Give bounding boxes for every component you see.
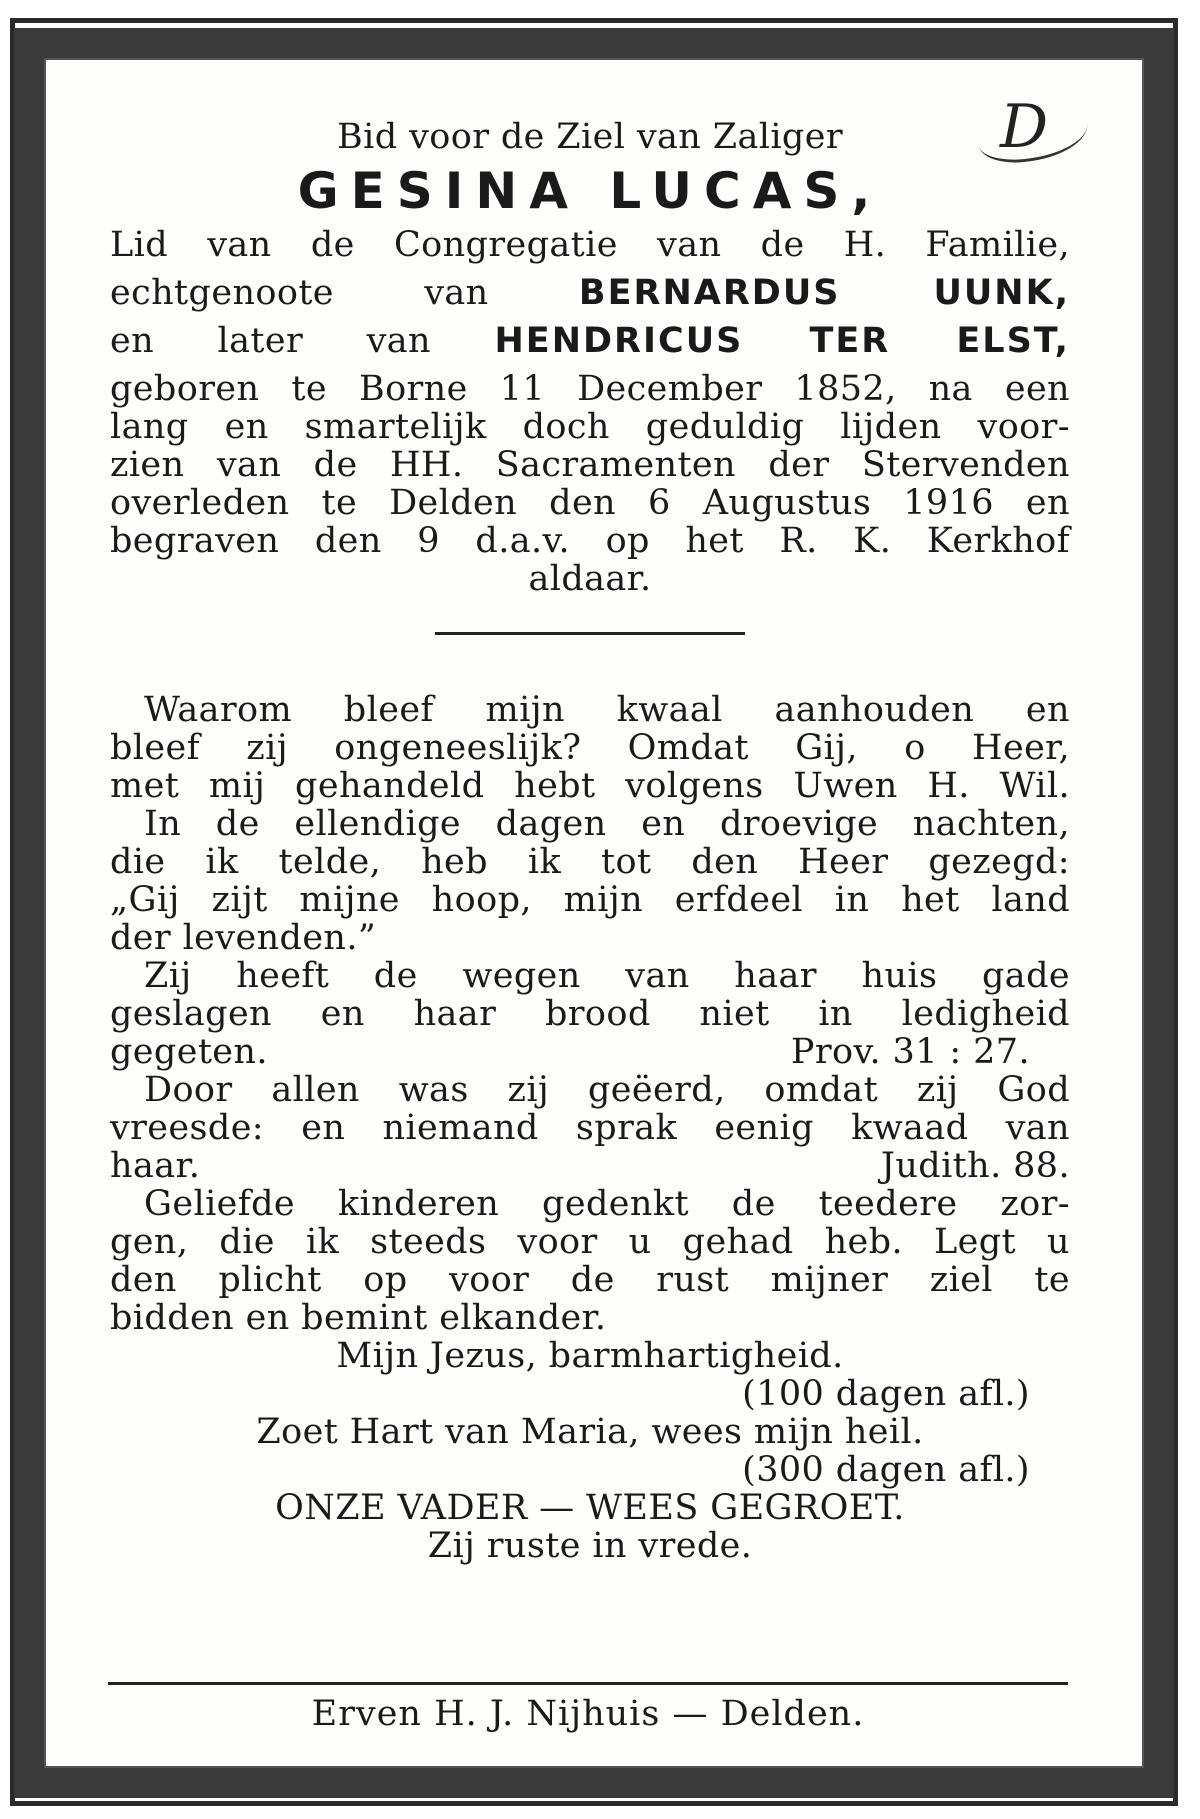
deceased-name: GESINA LUCAS, (297, 162, 883, 220)
verse-text: haar. (110, 1146, 201, 1186)
verse-line: der levenden.” (110, 918, 377, 958)
verse-text: gegeten. (110, 1032, 268, 1072)
ejaculation-prayer: Zoet Hart van Maria, wees mijn heil. (256, 1412, 924, 1452)
divider-rule (435, 632, 745, 635)
verse-line-with-reference (110, 1033, 1070, 1071)
congregation-line: Lid van de Congregatie van de H. Familie, (110, 225, 1070, 265)
spouse1-line (110, 274, 1070, 312)
verse-line: bleef zij ongeneeslijk? Omdat Gij, o Heer, (110, 728, 1070, 768)
spouse1-prefix: echtgenoote van (110, 273, 489, 313)
verse-line: In de ellendige dagen en droevige nachten, (144, 804, 1070, 844)
verse-line: vreesde: en niemand sprak eenig kwaad van (110, 1108, 1070, 1148)
corner-mark: D (1000, 92, 1049, 162)
ejaculation-prayer: Mijn Jezus, barmhartigheid. (336, 1336, 844, 1376)
verse-line: geslagen en haar brood niet in ledigheid (110, 994, 1070, 1034)
scripture-reference: Judith. 88. (880, 1146, 1070, 1186)
verse-line: met mij gehandeld hebt volgens Uwen H. Wil. (110, 766, 1070, 806)
biography-line: geboren te Borne 11 December 1852, na een (110, 369, 1070, 409)
verse-line: den plicht op voor de rust mijner ziel te (110, 1260, 1070, 1300)
verse-line: Door allen was zij geëerd, omdat zij God (144, 1070, 1070, 1110)
spouse2-name: HENDRICUS TER ELST, (494, 321, 1070, 361)
footer-rule (108, 1682, 1068, 1685)
prayer-request-line: Bid voor de Ziel van Zaliger (337, 117, 843, 157)
spouse2-prefix: en later van (110, 321, 431, 361)
biography-line: zien van de HH. Sacramenten der Stervenden (110, 445, 1070, 485)
biography-line: begraven den 9 d.a.v. op het R. K. Kerkhof (110, 521, 1070, 561)
verse-line: gen, die ik steeds voor u gehad heb. Legt u (110, 1222, 1070, 1262)
spouse2-line (110, 322, 1070, 360)
verse-line: Waarom bleef mijn kwaal aanhouden en (144, 690, 1070, 730)
verse-line: Zij heeft de wegen van haar huis gade (144, 956, 1070, 996)
closing-prayers: ONZE VADER — WEES GEGROET. (275, 1488, 905, 1528)
printer-credit: Erven H. J. Nijhuis — Delden. (311, 1694, 865, 1734)
indulgence-note: (300 dagen afl.) (742, 1450, 1030, 1490)
indulgence-note: (100 dagen afl.) (742, 1374, 1030, 1414)
scripture-reference: Prov. 31 : 27. (790, 1032, 1030, 1072)
verse-line: die ik telde, heb ik tot den Heer gezegd: (110, 842, 1070, 882)
biography-line: lang en smartelijk doch geduldig lijden voor- (110, 407, 1070, 447)
biography-last-line: aldaar. (528, 559, 652, 599)
verse-line: „Gij zijt mijne hoop, mijn erfdeel in het land (110, 880, 1070, 920)
verse-line-with-reference (110, 1147, 1070, 1185)
card-text (110, 118, 1070, 1565)
biography-line: overleden te Delden den 6 Augustus 1916 en (110, 483, 1070, 523)
verse-line: Geliefde kinderen gedenkt de teedere zor- (144, 1184, 1070, 1224)
rest-in-peace: Zij ruste in vrede. (427, 1526, 753, 1566)
spouse1-name: BERNARDUS UUNK, (578, 273, 1070, 313)
verse-line: bidden en bemint elkander. (110, 1298, 607, 1338)
